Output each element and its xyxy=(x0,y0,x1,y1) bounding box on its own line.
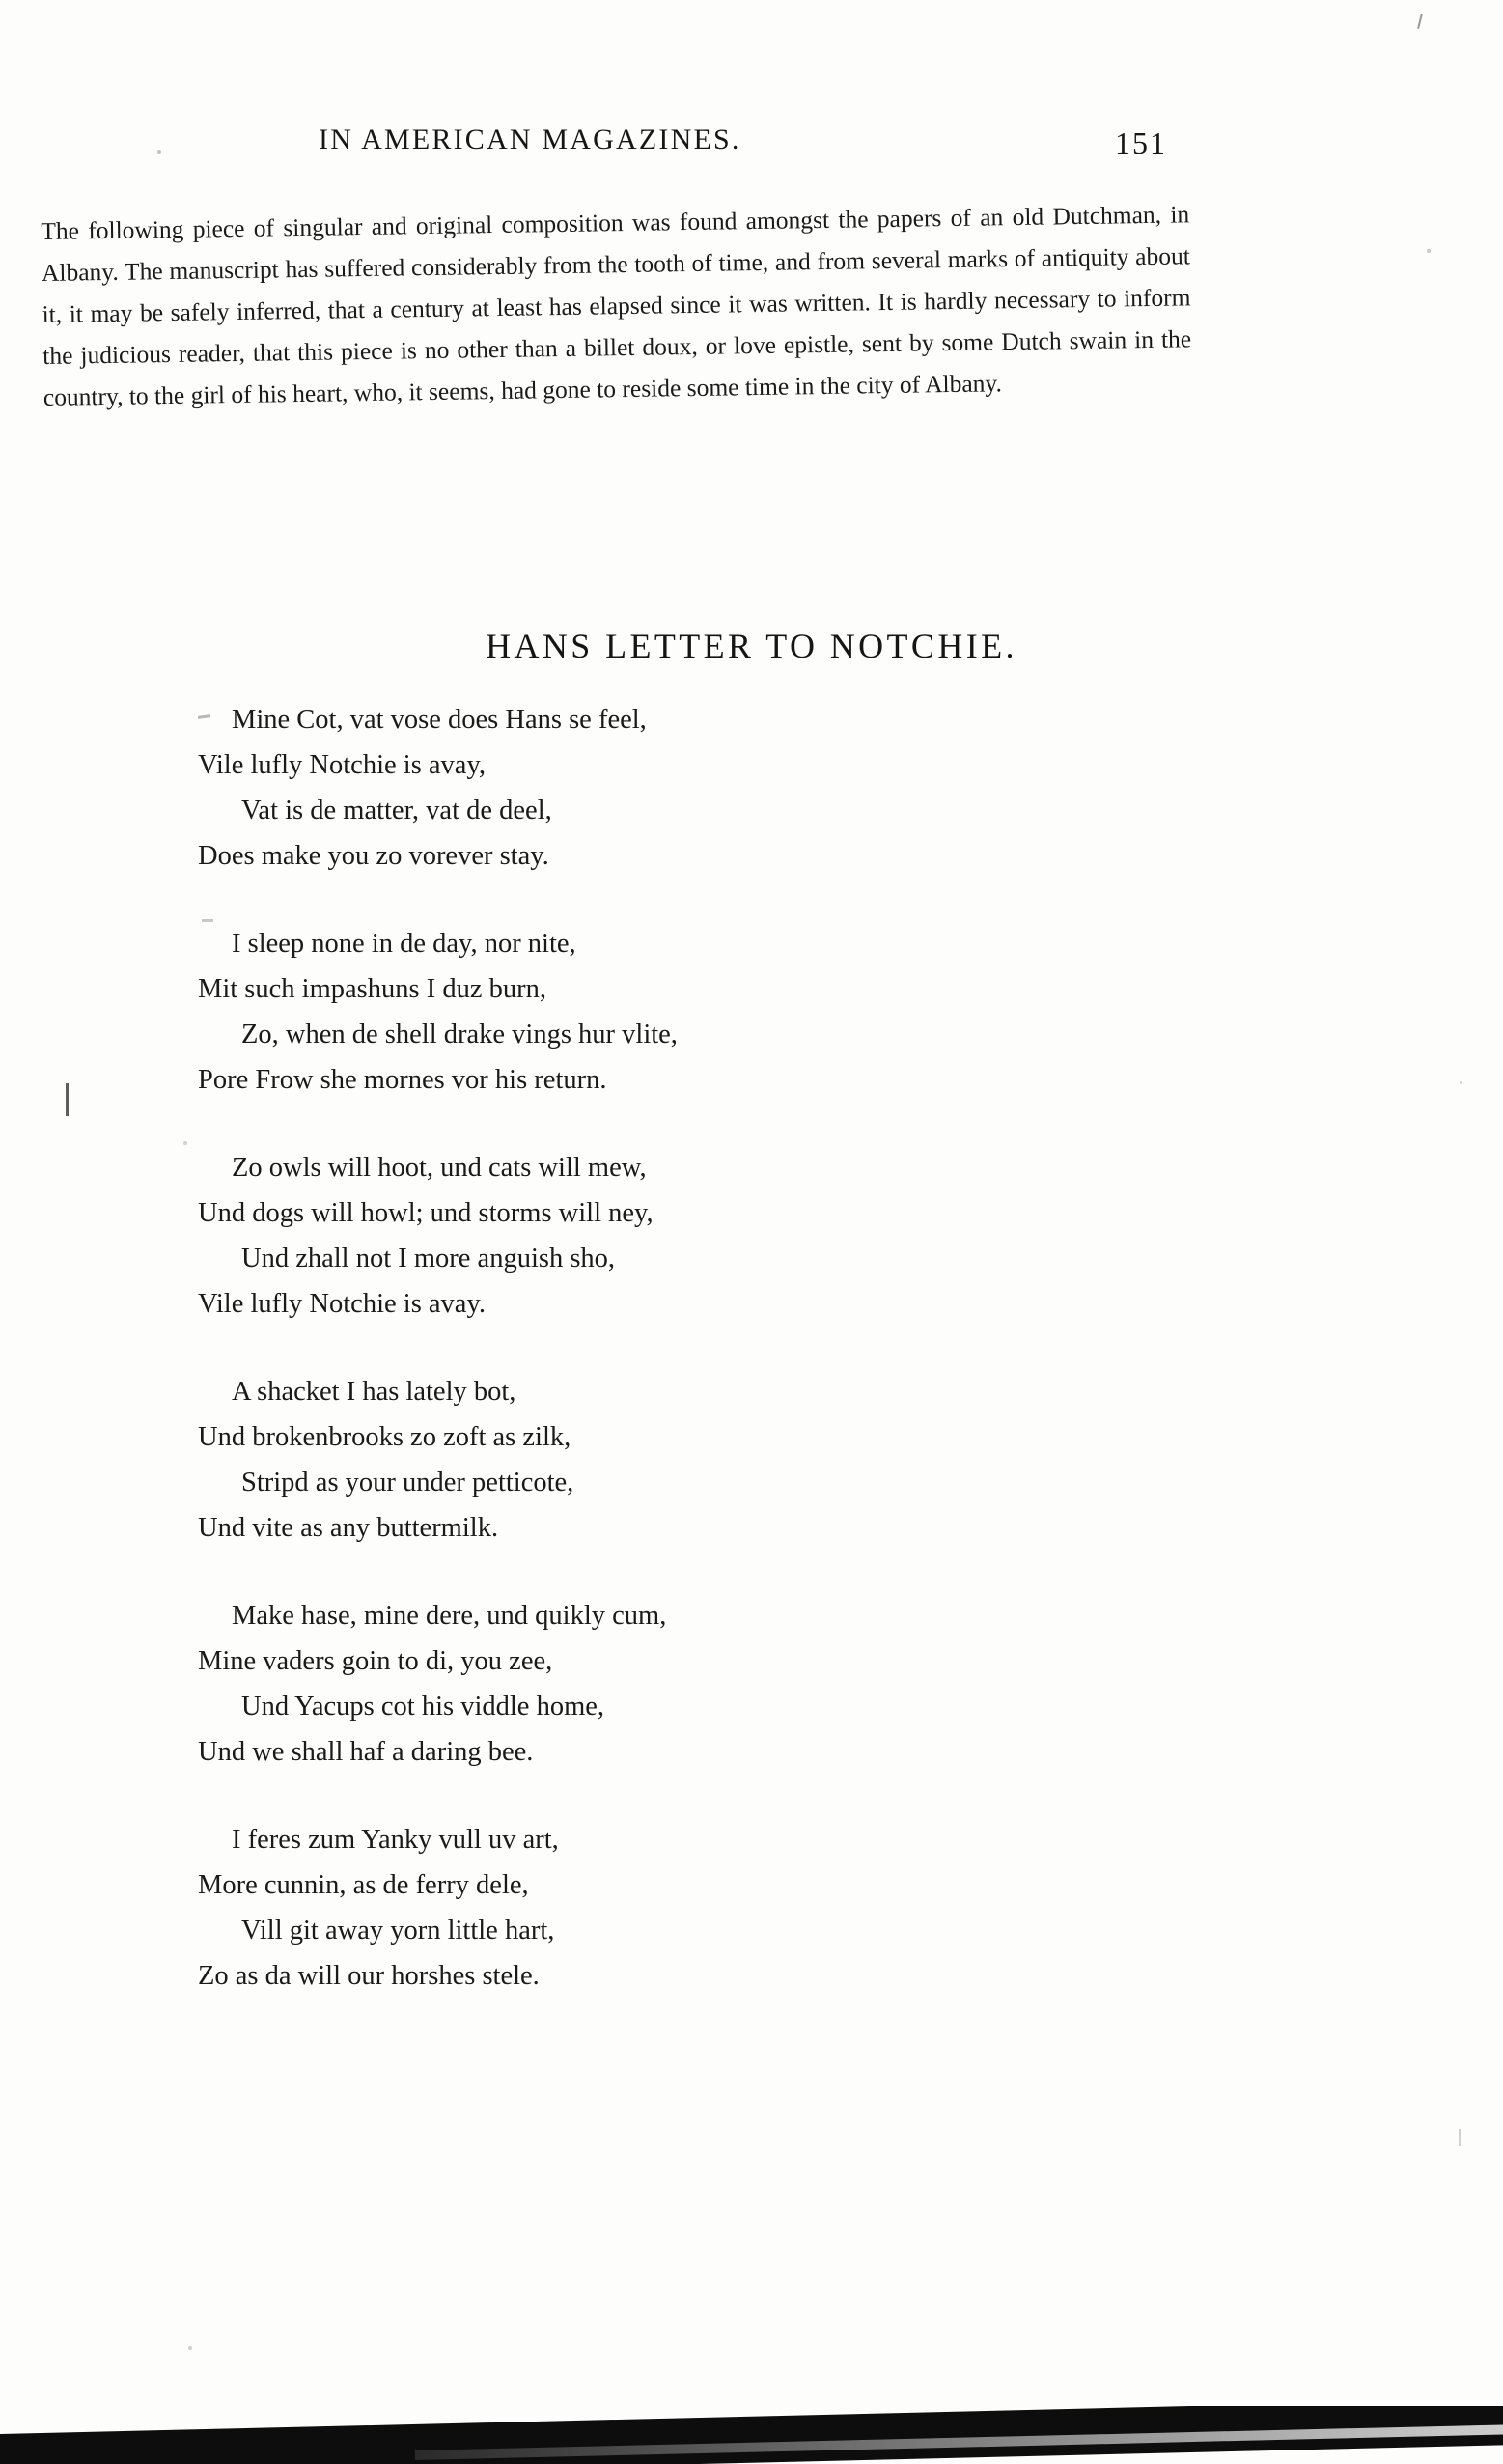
page-edge-shadow xyxy=(0,2406,1503,2464)
scan-artifact-speck xyxy=(183,1141,187,1145)
introduction-paragraph xyxy=(41,193,1192,418)
scan-artifact-margin-mark xyxy=(66,1083,69,1116)
running-head-title: IN AMERICAN MAGAZINES. xyxy=(319,124,741,155)
poem-body xyxy=(0,697,1503,2041)
poem-line: Und brokenbrooks zo zoft as zilk, xyxy=(198,1422,571,1452)
poem-line: Und zhall not I more anguish sho, xyxy=(241,1244,616,1274)
stanza xyxy=(0,1145,1503,1327)
poem-line: Vat is de matter, vat de deel, xyxy=(241,796,552,826)
poem-line: Does make you zo vorever stay. xyxy=(198,841,549,871)
introduction-text: The following piece of singular and original composition was found amongst the papers of an old Dutchman, in Albany. The manuscript has suffered considerably from the tooth of time, and from several marks of antiquity about it, it may be safely inferred, that a century at least has elapsed since it was written. It is hardly necessary to inform the judicious reader, that this piece is no other than a billet doux, or love epistle, sent by some Dutch swain in the country, to the girl of his heart, who, it seems, had gone to reside some time in the city of Albany. xyxy=(41,200,1192,411)
poem-line: Pore Frow she mornes vor his return. xyxy=(198,1065,607,1095)
scan-artifact-tick xyxy=(1417,14,1423,29)
poem-line: Und Yacups cot his viddle home, xyxy=(241,1692,605,1722)
poem-line: Vill git away yorn little hart, xyxy=(241,1916,555,1946)
running-head xyxy=(0,124,1503,170)
poem-line: Und we shall haf a daring bee. xyxy=(198,1737,534,1767)
scan-artifact-speck xyxy=(1427,249,1431,253)
poem-line: Stripd as your under petticote, xyxy=(241,1468,574,1498)
stanza xyxy=(0,697,1503,879)
poem-line: Und vite as any buttermilk. xyxy=(198,1513,499,1543)
poem-line: Vile lufly Notchie is avay. xyxy=(198,1289,486,1319)
scan-artifact-speck xyxy=(188,2346,192,2350)
scan-artifact-speck xyxy=(1460,1081,1462,1084)
scan-artifact-speck xyxy=(202,919,213,922)
poem-line: I sleep none in de day, nor nite, xyxy=(232,929,576,959)
scan-artifact-speck xyxy=(157,150,161,154)
poem-line: Mine Cot, vat vose does Hans se feel, xyxy=(232,705,647,735)
stanza xyxy=(0,1593,1503,1775)
poem-line: Und dogs will howl; und storms will ney, xyxy=(198,1198,654,1228)
poem-line: Make hase, mine dere, und quikly cum, xyxy=(232,1601,667,1631)
stanza xyxy=(0,1369,1503,1551)
poem-line: I feres zum Yanky vull uv art, xyxy=(232,1825,559,1855)
poem-line: Zo as da will our horshes stele. xyxy=(198,1961,540,1991)
poem-line: Zo owls will hoot, und cats will mew, xyxy=(232,1153,647,1183)
poem-line: A shacket I has lately bot, xyxy=(232,1377,516,1407)
poem-line: Vile lufly Notchie is avay, xyxy=(198,750,486,780)
scan-artifact-speck xyxy=(1459,2129,1461,2146)
poem-line: Mine vaders goin to di, you zee, xyxy=(198,1646,553,1676)
poem-line: Zo, when de shell drake vings hur vlite, xyxy=(241,1020,678,1050)
poem-line: Mit such impashuns I duz burn, xyxy=(198,974,546,1004)
stanza xyxy=(0,1817,1503,1999)
page-number: 151 xyxy=(1115,126,1167,160)
poem-title: HANS LETTER TO NOTCHIE. xyxy=(486,627,1017,665)
stanza xyxy=(0,921,1503,1103)
poem-line: More cunnin, as de ferry dele, xyxy=(198,1870,529,1900)
